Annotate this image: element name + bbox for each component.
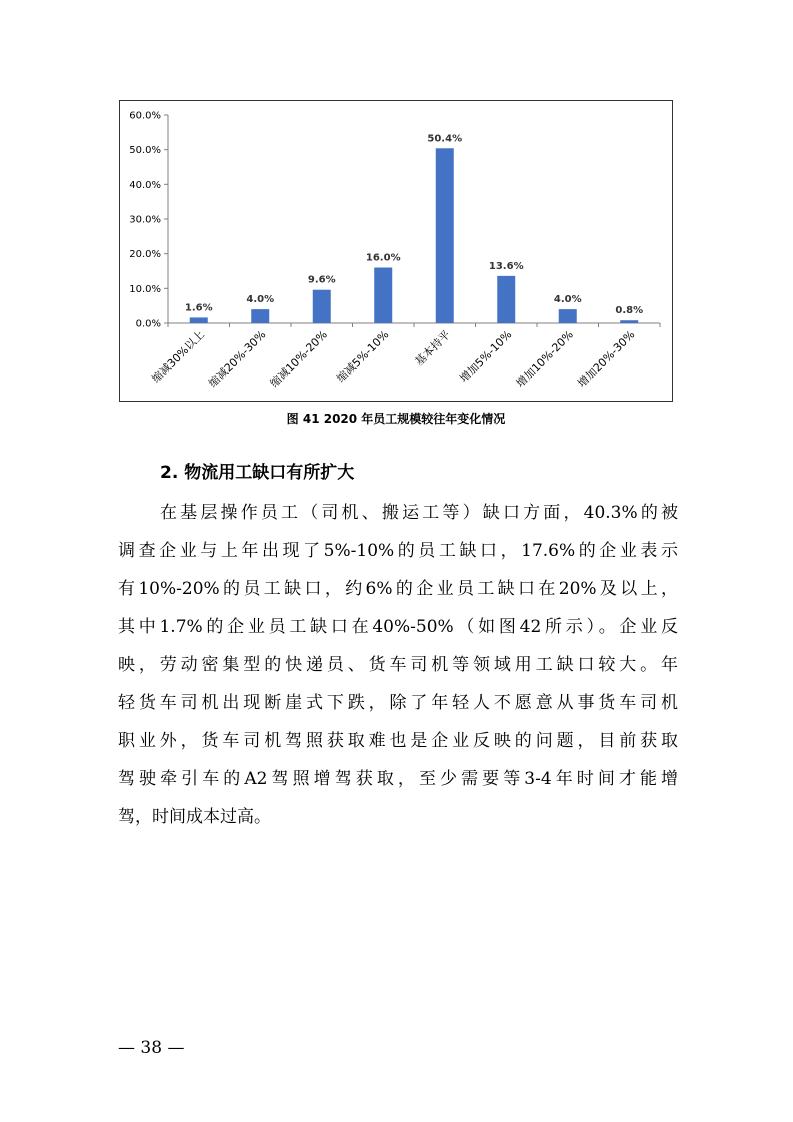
category-label: 增加5%-10% [457, 327, 515, 386]
y-tick-label: 60.0% [129, 110, 161, 122]
data-label: 9.6% [307, 274, 336, 286]
paragraph-line: 轻货车司机出现断崖式下跌，除了年轻人不愿意从事货车司机 [118, 693, 678, 713]
bar [313, 290, 331, 323]
category-label: 缩减5%-10% [334, 327, 392, 386]
y-tick-label: 40.0% [129, 179, 161, 191]
section-heading: 2. 物流用工缺口有所扩大 [160, 463, 355, 483]
paragraph-line: 驾驶牵引车的A2驾照增驾获取，至少需要等3-4年时间才能增 [118, 769, 678, 789]
category-label: 增加20%-30% [575, 327, 638, 391]
paragraph-line: 映，劳动密集型的快递员、货车司机等领域用工缺口较大。年 [118, 655, 678, 675]
data-label: 13.6% [488, 260, 524, 272]
category-label: 基本持平 [412, 327, 453, 369]
chart-svg [120, 101, 674, 403]
paragraph-line: 其中1.7%的企业员工缺口在40%-50%（如图42所示）。企业反 [118, 617, 678, 637]
data-label: 0.8% [615, 305, 644, 317]
data-label: 1.6% [184, 302, 213, 314]
page-number: — 38 — [118, 1038, 185, 1058]
data-label: 50.4% [427, 133, 463, 145]
bar [251, 309, 269, 323]
data-label: 4.0% [246, 294, 275, 306]
category-label: 缩减10%-20% [267, 327, 330, 391]
figure-caption: 图 41 2020 年员工规模较往年变化情况 [286, 412, 506, 426]
body-paragraph [118, 494, 678, 836]
paragraph-line: 有10%-20%的员工缺口，约6%的企业员工缺口在20%及以上， [118, 579, 678, 599]
bar [620, 320, 638, 323]
bar [436, 148, 454, 323]
y-tick-label: 0.0% [135, 318, 161, 330]
data-label: 4.0% [553, 294, 582, 306]
bar [374, 268, 392, 323]
paragraph-line: 驾，时间成本过高。 [118, 807, 271, 827]
bar [190, 317, 208, 323]
paragraph-line: 调查企业与上年出现了5%-10%的员工缺口，17.6%的企业表示 [118, 541, 678, 561]
paragraph-line: 职业外，货车司机驾照获取难也是企业反映的问题，目前获取 [118, 731, 678, 751]
y-tick-label: 10.0% [129, 283, 161, 295]
y-tick-label: 20.0% [129, 249, 161, 261]
category-label: 缩减30%以上 [149, 327, 207, 386]
paragraph-line: 在基层操作员工（司机、搬运工等）缺口方面，40.3%的被 [160, 503, 678, 523]
bar-chart [119, 100, 673, 402]
category-label: 缩减20%-30% [206, 327, 269, 391]
bar [559, 309, 577, 323]
y-tick-label: 30.0% [129, 214, 161, 226]
bar [497, 276, 515, 323]
y-tick-label: 50.0% [129, 145, 161, 157]
category-label: 增加10%-20% [513, 327, 576, 391]
data-label: 16.0% [365, 252, 401, 264]
